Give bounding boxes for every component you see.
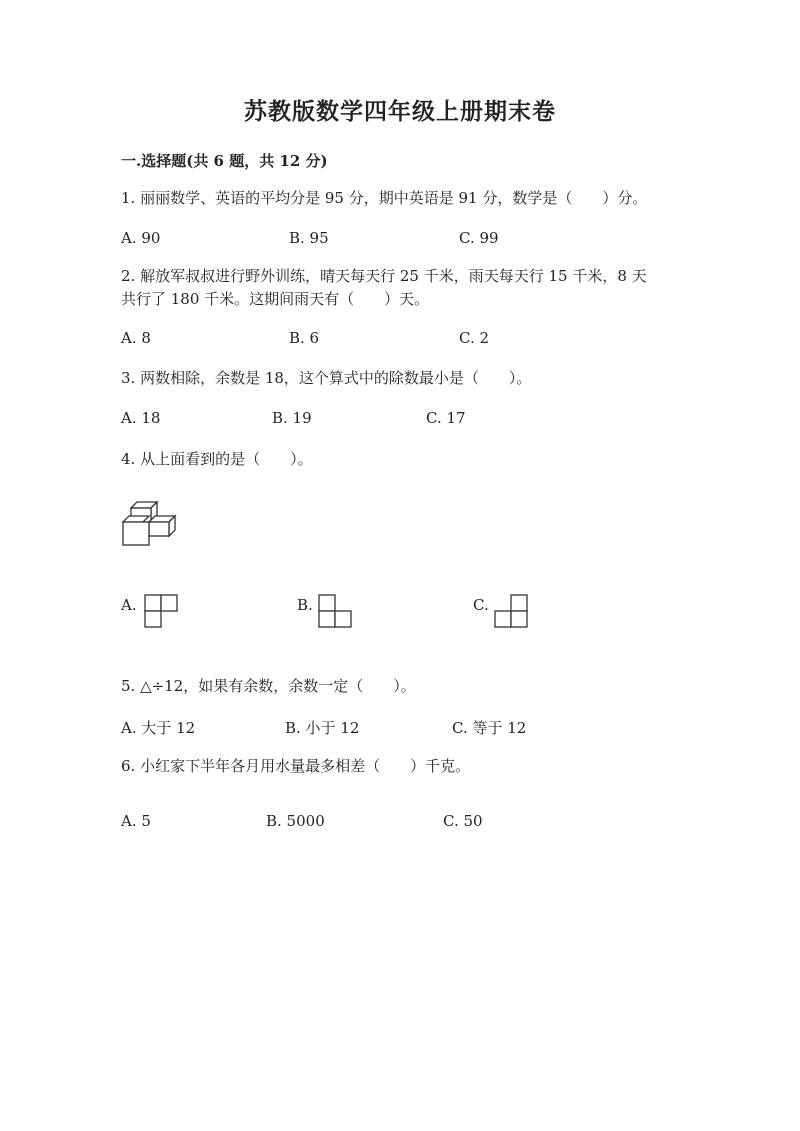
q4-option-a[interactable]: A. bbox=[121, 596, 137, 614]
q1-option-a[interactable]: A. 90 bbox=[121, 229, 161, 247]
q5-option-c[interactable]: C. 等于 12 bbox=[452, 719, 527, 737]
q4-option-a-figure bbox=[144, 594, 178, 628]
q6-option-b[interactable]: B. 5000 bbox=[266, 812, 325, 830]
question-2-line-2: 共行了 180 千米。这期间雨天有（ ）天。 bbox=[121, 290, 430, 308]
q4-option-c[interactable]: C. bbox=[473, 596, 489, 614]
q2-option-a[interactable]: A. 8 bbox=[121, 329, 151, 347]
question-2-line-1: 2. 解放军叔叔进行野外训练，晴天每天行 25 千米，雨天每天行 15 千米，8 天 bbox=[121, 267, 647, 285]
q3-option-b[interactable]: B. 19 bbox=[272, 409, 312, 427]
page-title: 苏教版数学四年级上册期末卷 bbox=[244, 98, 556, 125]
q4-option-b-figure bbox=[318, 594, 352, 628]
cubes-figure bbox=[118, 500, 182, 550]
question-4: 4. 从上面看到的是（ ）。 bbox=[121, 450, 313, 468]
q6-option-a[interactable]: A. 5 bbox=[121, 812, 151, 830]
q6-option-c[interactable]: C. 50 bbox=[443, 812, 483, 830]
q4-option-c-figure bbox=[494, 594, 528, 628]
q1-option-b[interactable]: B. 95 bbox=[289, 229, 329, 247]
question-6: 6. 小红家下半年各月用水量最多相差（ ）千克。 bbox=[121, 757, 471, 775]
section-heading: 一.选择题(共 6 题，共 12 分) bbox=[121, 152, 328, 170]
q3-option-c[interactable]: C. 17 bbox=[426, 409, 466, 427]
q4-option-b[interactable]: B. bbox=[297, 596, 313, 614]
question-3: 3. 两数相除，余数是 18，这个算式中的除数最小是（ ）。 bbox=[121, 369, 532, 387]
q2-option-b[interactable]: B. 6 bbox=[289, 329, 320, 347]
q3-option-a[interactable]: A. 18 bbox=[121, 409, 161, 427]
question-1: 1. 丽丽数学、英语的平均分是 95 分，期中英语是 91 分，数学是（ ）分。 bbox=[121, 189, 648, 207]
q5-option-b[interactable]: B. 小于 12 bbox=[285, 719, 360, 737]
q1-option-c[interactable]: C. 99 bbox=[459, 229, 499, 247]
q5-option-a[interactable]: A. 大于 12 bbox=[121, 719, 196, 737]
q2-option-c[interactable]: C. 2 bbox=[459, 329, 490, 347]
question-5: 5. △÷12，如果有余数，余数一定（ ）。 bbox=[121, 677, 416, 695]
